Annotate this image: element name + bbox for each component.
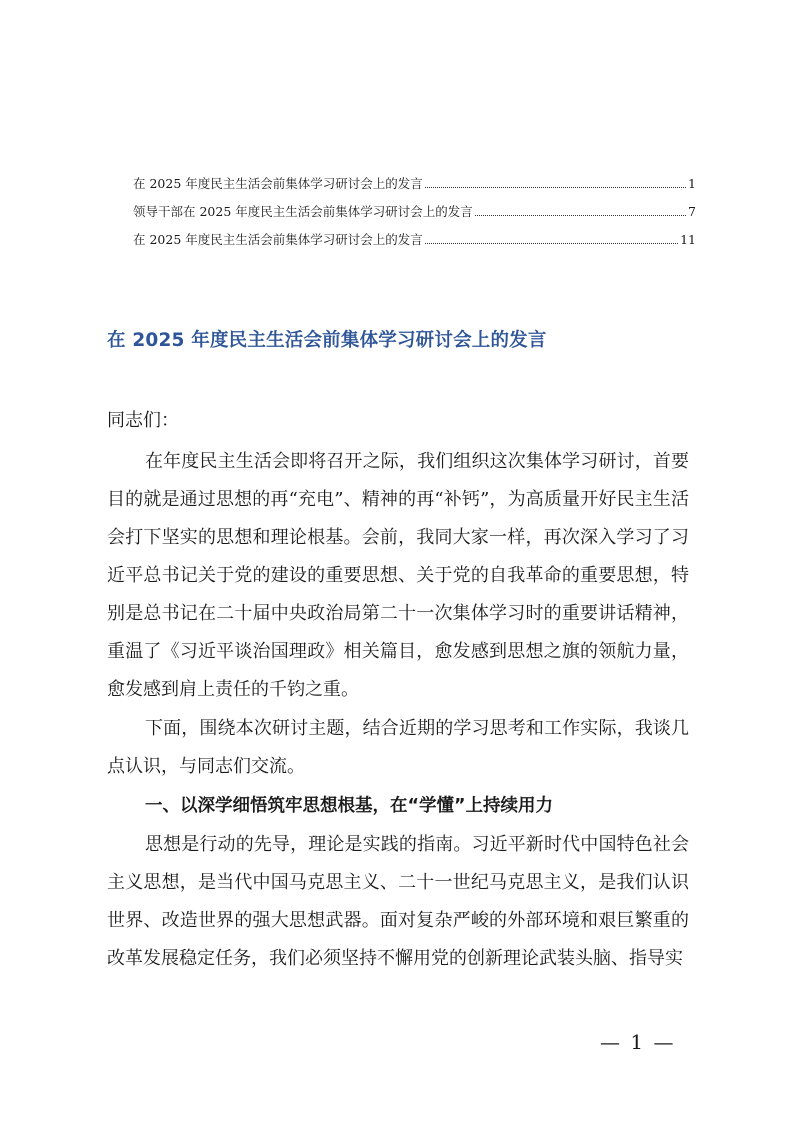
toc-entry-3[interactable] (133, 230, 696, 258)
table-of-contents (133, 174, 696, 258)
section-1-paragraph: 思想是行动的先导，理论是实践的指南。习近平新时代中国特色社会主义思想，是当代中国马克思主义、二十一世纪马克思主义，是我们认识世界、改造世界的强大思想武器。面对复杂严峻的外部环境和艰巨繁重的改革发展稳定任务，我们必须坚持不懈用党的创新理论武装头脑、指导实 (107, 834, 689, 969)
toc-entry-page: 1 (688, 176, 696, 191)
toc-entry-2[interactable] (133, 202, 696, 230)
toc-entry-title: 领导干部在 2025 年度民主生活会前集体学习研讨会上的发言 (133, 204, 473, 219)
toc-entry-title: 在 2025 年度民主生活会前集体学习研讨会上的发言 (133, 232, 423, 247)
toc-dot-leader (425, 242, 678, 244)
page-number: — 1 — (600, 1030, 676, 1054)
section-heading-1: 一、以深学细悟筑牢思想根基，在“学懂”上持续用力 (145, 796, 554, 816)
toc-dot-leader (425, 186, 686, 188)
toc-entry-page: 11 (680, 232, 696, 247)
toc-entry-page: 7 (688, 204, 696, 219)
salutation: 同志们： (107, 410, 179, 431)
article-body (107, 402, 689, 979)
article-title: 在 2025 年度民主生活会前集体学习研讨会上的发言 (107, 330, 547, 351)
toc-entry-title: 在 2025 年度民主生活会前集体学习研讨会上的发言 (133, 176, 423, 191)
body-paragraph-1: 在年度民主生活会即将召开之际，我们组织这次集体学习研讨，首要目的就是通过思想的再“充电”、精神的再“补钙”，为高质量开好民主生活会打下坚实的思想和理论根基。会前，我同大家一样，再次深入学习了习近平总书记关于党的建设的重要思想、关于党的自我革命的重要思想，特别是总书记在二十届中央政治局第二十一次集体学习时的重要讲话精神，重温了《习近平谈治国理政》相关篇目，愈发感到思想之旗的领航力量，愈发感到肩上责任的千钧之重。 (107, 451, 689, 700)
body-paragraph-2: 下面，围绕本次研讨主题，结合近期的学习思考和工作实际，我谈几点认识，与同志们交流。 (107, 718, 689, 777)
toc-entry-1[interactable] (133, 174, 696, 202)
toc-dot-leader (475, 214, 686, 216)
